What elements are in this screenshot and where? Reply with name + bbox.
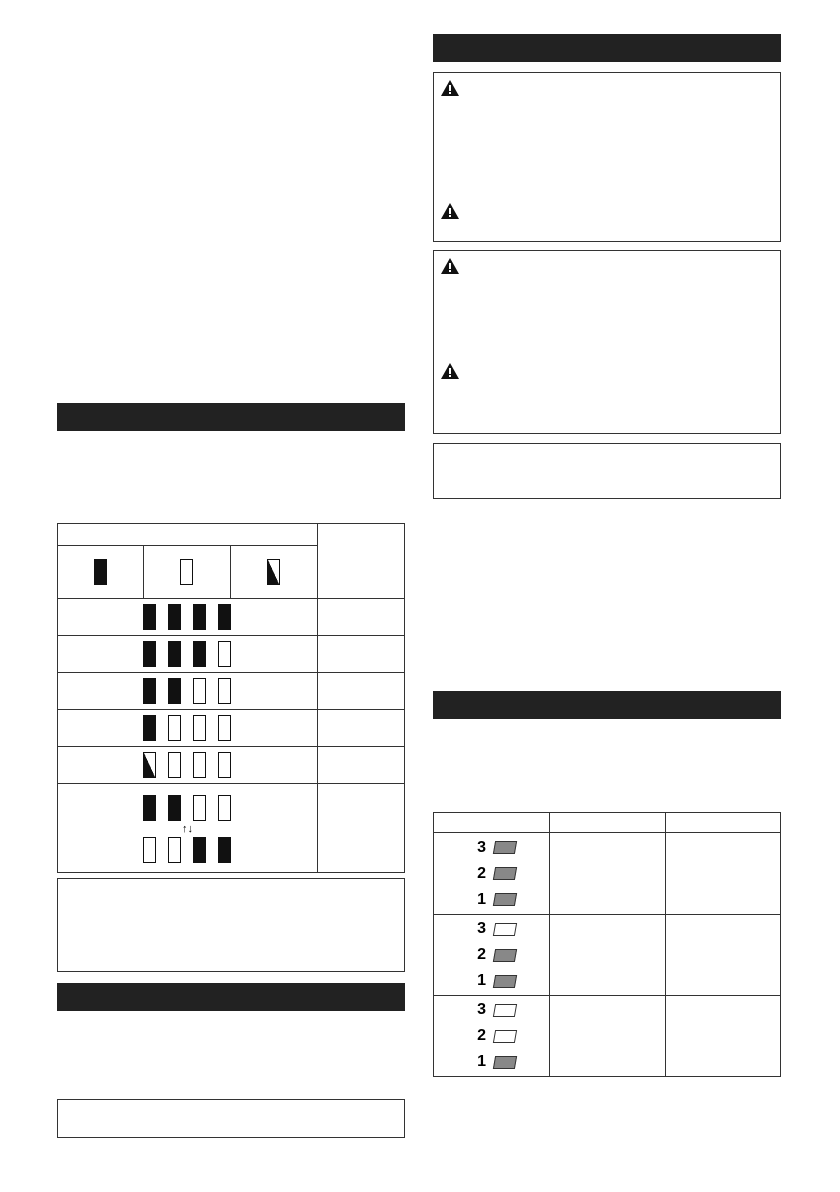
indicator-header (58, 524, 318, 546)
speed-level-table (433, 812, 781, 1077)
speed-level-number: 2 (477, 864, 486, 882)
indicator-lamp-on (143, 795, 156, 821)
speed-header-3 (665, 813, 780, 833)
speed-level-row (466, 861, 549, 887)
warning-box-1 (433, 72, 781, 242)
capacity-cell (317, 784, 404, 873)
speed-desc-cell (549, 833, 665, 915)
note-box-3 (433, 443, 781, 499)
warning-icon (441, 203, 459, 219)
indicator-lamp-off (218, 678, 231, 704)
lamp-on-icon (94, 559, 107, 585)
speed-app-cell (665, 996, 780, 1077)
left-section-heading-2 (57, 989, 63, 1005)
capacity-header (317, 524, 404, 599)
indicator-lamp-half (143, 752, 156, 778)
indicator-row (58, 747, 318, 784)
speed-level-number: 1 (477, 890, 486, 908)
note-box-2 (57, 1099, 405, 1138)
indicator-row (58, 599, 318, 636)
indicator-lamp-off (193, 752, 206, 778)
indicator-lamp-on (143, 641, 156, 667)
speed-level-lamp-off (493, 923, 517, 936)
capacity-cell (317, 599, 404, 636)
indicator-lamp-on (168, 604, 181, 630)
speed-level-lamp-on (493, 949, 517, 962)
legend-on (58, 546, 144, 599)
speed-level-lamp-off (493, 1004, 517, 1017)
legend-blinking (230, 546, 317, 599)
indicator-lamp-off (218, 752, 231, 778)
speed-app-cell (665, 833, 780, 915)
lamp-off-icon (180, 559, 193, 585)
indicator-lamp-off (168, 715, 181, 741)
warning-box-2 (433, 250, 781, 434)
left-section-heading-bar-2 (57, 983, 405, 1011)
speed-level-number: 1 (477, 1053, 486, 1070)
indicator-lamp-off (168, 752, 181, 778)
warning-icon (441, 363, 459, 379)
speed-header-1 (434, 813, 550, 833)
speed-header-2 (549, 813, 665, 833)
right-section-heading-bar-2 (433, 691, 781, 719)
speed-level-lamp-on (493, 1056, 517, 1069)
speed-desc-cell (549, 915, 665, 996)
indicator-lamp-off (218, 641, 231, 667)
indicator-lamp-on (143, 604, 156, 630)
speed-level-number: 1 (477, 972, 486, 989)
indicator-lamp-on (168, 678, 181, 704)
right-section-heading-bar-1 (433, 34, 781, 62)
speed-app-cell (665, 915, 780, 996)
speed-level-cell (434, 915, 550, 996)
capacity-cell (317, 747, 404, 784)
indicator-lamp-off (193, 715, 206, 741)
indicator-row (58, 710, 318, 747)
left-section-heading-1 (57, 409, 63, 425)
capacity-cell (317, 636, 404, 673)
speed-level-row (466, 968, 549, 994)
warning-icon (441, 80, 459, 96)
speed-level-lamp-on (493, 975, 517, 988)
speed-level-row (466, 1023, 549, 1049)
speed-level-lamp-on (493, 867, 517, 880)
speed-level-number: 3 (477, 920, 486, 937)
warning-icon (441, 258, 459, 274)
note-box-1 (57, 878, 405, 972)
speed-level-row (466, 997, 549, 1023)
indicator-row (58, 636, 318, 673)
indicator-row (58, 673, 318, 710)
right-section-heading-1 (433, 40, 439, 56)
indicator-lamp-on (168, 641, 181, 667)
indicator-lamp-on (193, 604, 206, 630)
speed-level-lamp-on (493, 841, 517, 854)
indicator-lamp-on (193, 837, 206, 863)
speed-level-lamp-on (493, 893, 517, 906)
left-section-heading-bar-1 (57, 403, 405, 431)
indicator-lamp-on (218, 604, 231, 630)
speed-level-number: 3 (477, 1001, 486, 1018)
legend-off (144, 546, 230, 599)
speed-level-row (466, 916, 549, 942)
speed-level-number: 2 (477, 946, 486, 963)
indicator-lamp-off (193, 795, 206, 821)
capacity-cell (317, 710, 404, 747)
alternate-arrows: ↑↓ (181, 823, 193, 835)
speed-level-row (466, 942, 549, 968)
indicator-lamp-on (143, 678, 156, 704)
speed-level-lamp-off (493, 1030, 517, 1043)
indicator-lamp-on (143, 715, 156, 741)
speed-level-row (466, 835, 549, 861)
speed-level-row (466, 887, 549, 913)
speed-level-row (466, 1049, 549, 1075)
indicator-lamp-off (168, 837, 181, 863)
indicator-lamp-off (193, 678, 206, 704)
capacity-cell (317, 673, 404, 710)
indicator-lamp-on (193, 641, 206, 667)
battery-indicator-table (57, 523, 405, 873)
indicator-lamp-off (218, 795, 231, 821)
indicator-lamp-off (143, 837, 156, 863)
speed-desc-cell (549, 996, 665, 1077)
indicator-row-alternating (58, 784, 318, 873)
indicator-lamp-off (218, 715, 231, 741)
indicator-lamp-on (218, 837, 231, 863)
speed-level-number: 2 (477, 1027, 486, 1044)
right-section-heading-2 (433, 697, 439, 713)
speed-level-number: 3 (477, 838, 486, 856)
indicator-lamp-on (168, 795, 181, 821)
speed-level-cell (434, 833, 550, 915)
lamp-blinking-icon (267, 559, 280, 585)
speed-level-cell (434, 996, 550, 1077)
